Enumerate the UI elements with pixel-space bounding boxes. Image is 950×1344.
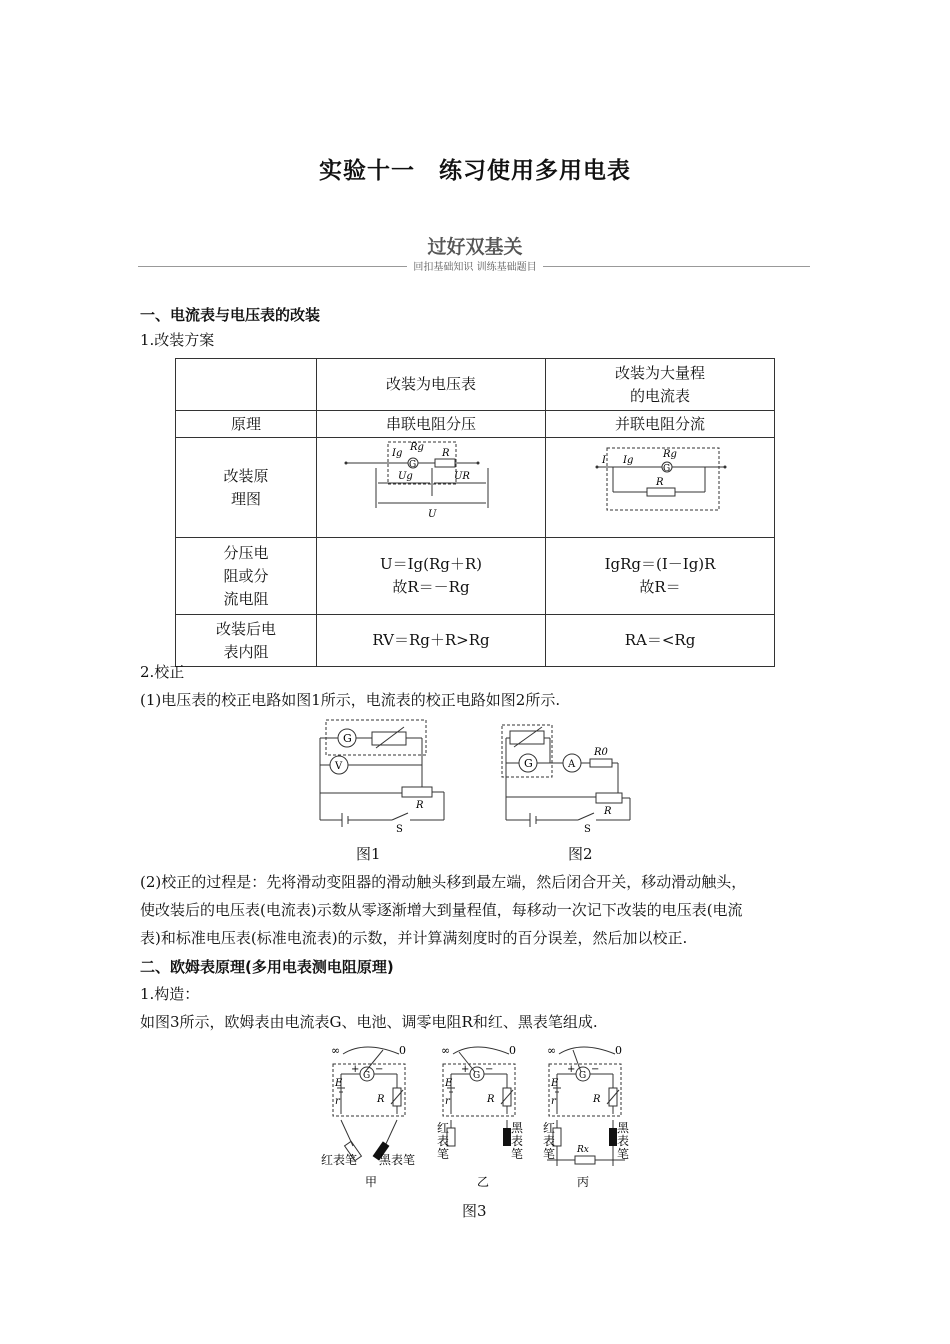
calibration-steps-line3: 表)和标准电压表(标准电流表)的示数，并计算满刻度时的百分误差，然后加以校正. <box>140 929 688 947</box>
principle-voltmeter: 串联电阻分压 <box>317 411 546 438</box>
zero-adjust-label: R <box>487 1094 495 1105</box>
sub-caption-bing: 丙 <box>577 1175 590 1189</box>
galvanometer-symbol: G <box>363 1071 371 1081</box>
page-title: 实验十一 练习使用多用电表 <box>319 158 631 184</box>
diagram-label-l2: 理图 <box>230 489 261 508</box>
black-probe-vertical: 黑表笔 <box>617 1121 630 1161</box>
structure-description: 如图3所示，欧姆表由电流表G、电池、调零电阻R和红、黑表笔组成. <box>140 1013 598 1031</box>
row-diagram-label <box>176 438 317 538</box>
structure-label: 1.构造： <box>140 985 200 1003</box>
zero-mark: 0 <box>615 1044 622 1057</box>
calibration-steps-line2: 使改装后的电压表(电流表)示数从零逐渐增大到量程值，每移动一次记下改装的电压表(电流 <box>140 901 743 919</box>
table-corner <box>176 359 317 411</box>
header-ammeter <box>546 359 775 411</box>
rx-label: Rx <box>577 1145 589 1155</box>
ig-label: Ig <box>392 448 403 459</box>
galvanometer-symbol: G <box>409 460 417 470</box>
diagram-ammeter-cell <box>546 438 775 538</box>
ammeter-formula: IgRg＝(I－Ig)R <box>604 555 716 573</box>
internal-label-l2: 表内阻 <box>223 642 269 661</box>
row-resistor-label <box>176 538 317 615</box>
minus-mark: − <box>591 1064 600 1075</box>
galvanometer-symbol: G <box>663 464 671 474</box>
inf-mark: ∞ <box>331 1044 341 1057</box>
figure-2-caption: 图2 <box>568 845 593 863</box>
row-internal-label <box>176 615 317 667</box>
diagram-label-l1: 改装原 <box>223 466 269 485</box>
red-probe-vertical: 红表笔 <box>437 1121 450 1161</box>
black-probe-yi <box>503 1128 511 1146</box>
figure-1-caption: 图1 <box>356 845 381 863</box>
red-probe-vertical: 红表笔 <box>543 1121 556 1161</box>
figure-1-circuit <box>312 715 452 833</box>
header-ammeter-l1: 改装为大量程 <box>614 363 705 382</box>
internal-voltmeter: RV＝Rg＋R>Rg <box>317 615 546 667</box>
section-banner: 过好双基关 <box>427 236 523 258</box>
item-1-label: 1.改装方案 <box>140 331 215 349</box>
series-circuit-diagram <box>318 438 544 530</box>
figure-2-circuit <box>500 715 640 833</box>
section2-heading: 二、欧姆表原理(多用电表测电阻原理) <box>140 958 394 976</box>
voltmeter-result: 故R＝－Rg <box>392 578 470 596</box>
black-probe-vertical: 黑表笔 <box>511 1121 524 1161</box>
internal-label-l1: 改装后电 <box>215 619 276 638</box>
header-ammeter-l2: 的电流表 <box>629 386 690 405</box>
voltmeter-symbol: V <box>335 761 343 772</box>
item-2-label: 2.校正 <box>140 663 185 681</box>
parallel-circuit-diagram <box>547 438 773 530</box>
zero-adjust-label: R <box>377 1094 385 1105</box>
rg-label: Rg <box>410 442 424 453</box>
row-principle-label: 原理 <box>176 411 317 438</box>
internal-r-label: r <box>335 1096 340 1107</box>
banner-subtitle-text: 回扣基础知识 训练基础题目 <box>407 262 542 273</box>
galvanometer-symbol: G <box>343 732 352 745</box>
plus-mark: + <box>351 1064 360 1075</box>
calibration-intro: (1)电压表的校正电路如图1所示，电流表的校正电路如图2所示. <box>140 691 561 709</box>
ammeter-result: 故R＝ <box>639 578 681 596</box>
r-label: R <box>442 448 450 459</box>
black-probe-label: 黑表笔 <box>379 1153 416 1167</box>
red-probe-label: 红表笔 <box>321 1153 358 1167</box>
resistor-label-l3: 流电阻 <box>223 589 269 608</box>
figure-3-caption: 图3 <box>462 1202 487 1220</box>
resistor-voltmeter <box>317 538 546 615</box>
inf-mark: ∞ <box>547 1044 557 1057</box>
zero-mark: 0 <box>509 1044 516 1057</box>
sub-caption-yi: 乙 <box>477 1175 490 1189</box>
inf-mark: ∞ <box>441 1044 451 1057</box>
rheostat-label: R <box>416 800 424 811</box>
resistor-ammeter <box>546 538 775 615</box>
i-label: I <box>602 455 606 466</box>
principle-ammeter: 并联电阻分流 <box>546 411 775 438</box>
ur-label: UR <box>454 471 470 482</box>
plus-mark: + <box>567 1064 576 1075</box>
r0-label: R0 <box>594 747 608 758</box>
sub-caption-jia: 甲 <box>365 1175 378 1189</box>
header-voltmeter: 改装为电压表 <box>317 359 546 411</box>
emf-label: E <box>551 1078 559 1089</box>
plus-mark: + <box>461 1064 470 1075</box>
emf-label: E <box>445 1078 453 1089</box>
switch-label: S <box>396 824 403 833</box>
minus-mark: − <box>485 1064 494 1075</box>
rheostat-label: R <box>604 806 612 817</box>
r-label: R <box>656 477 664 488</box>
conversion-table <box>175 358 775 667</box>
emf-label: E <box>335 1078 343 1089</box>
minus-mark: − <box>375 1064 384 1075</box>
ohmmeter-jia <box>333 1047 405 1161</box>
internal-ammeter: RA＝<Rg <box>546 615 775 667</box>
galvanometer-symbol: G <box>473 1071 481 1081</box>
resistor-label-l2: 阻或分 <box>223 566 269 585</box>
galvanometer-symbol: G <box>524 757 533 770</box>
u-label: U <box>428 509 437 520</box>
banner-subtitle <box>0 258 950 273</box>
rg-label: Rg <box>663 449 677 460</box>
voltmeter-formula: U＝Ig(Rg＋R) <box>379 555 483 573</box>
calibration-steps-line1: (2)校正的过程是：先将滑动变阻器的滑动触头移到最左端，然后闭合开关，移动滑动触头， <box>140 873 747 891</box>
ammeter-symbol: A <box>568 759 576 770</box>
ig-label: Ig <box>623 455 634 466</box>
switch-label: S <box>584 824 591 833</box>
black-probe-bing <box>609 1128 617 1146</box>
figure-3-ohmmeter <box>315 1042 635 1192</box>
section1-heading: 一、电流表与电压表的改装 <box>140 306 321 324</box>
galvanometer-symbol: G <box>579 1071 587 1081</box>
resistor-label-l1: 分压电 <box>223 543 269 562</box>
zero-mark: 0 <box>399 1044 406 1057</box>
internal-r-label: r <box>551 1096 556 1107</box>
ug-label: Ug <box>398 471 413 482</box>
diagram-voltmeter-cell <box>317 438 546 538</box>
internal-r-label: r <box>445 1096 450 1107</box>
zero-adjust-label: R <box>593 1094 601 1105</box>
